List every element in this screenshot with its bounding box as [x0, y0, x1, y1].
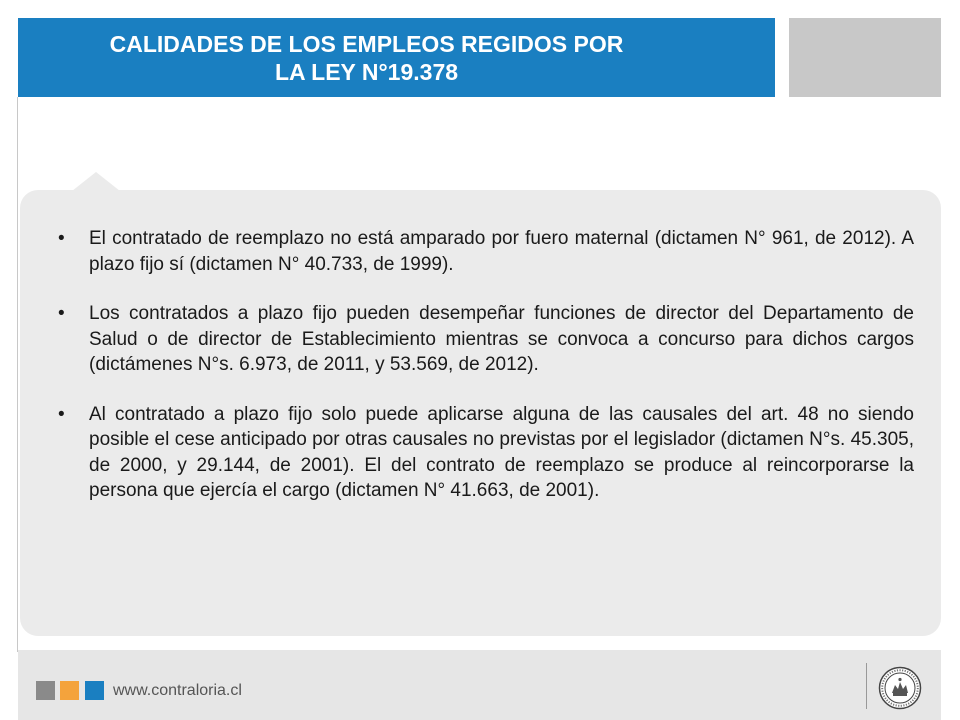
left-divider: [17, 97, 18, 652]
bullet-marker: •: [58, 228, 65, 249]
header-accent-block: [789, 18, 941, 97]
footer-square-orange: [60, 681, 79, 700]
footer-divider: [866, 663, 867, 709]
page-title: [47, 30, 687, 86]
bullet-text: El contratado de reemplazo no está amparado por fuero maternal (dictamen N° 961, de 2012). A plazo fijo sí (dictamen N° 40.733, de 1999).: [89, 228, 914, 275]
bullet-text: Los contratados a plazo fijo pueden desempeñar funciones de director del Departamento de Salud o de director de Establecimiento mientras se convoca a concurso para dichos cargos (dictámenes N°s. 6.973, de 2011, y 53.569, de 2012).: [89, 303, 914, 375]
website-link[interactable]: www.contraloria.cl: [113, 682, 242, 699]
list-item: [58, 301, 914, 378]
bullet-marker: •: [58, 303, 65, 324]
list-item: [58, 226, 914, 277]
title-line-1: CALIDADES DE LOS EMPLEOS REGIDOS POR: [109, 30, 624, 57]
footer-square-blue: [85, 681, 104, 700]
list-item: [58, 402, 914, 504]
footer-square-grey: [36, 681, 55, 700]
bullet-marker: •: [58, 403, 65, 425]
contraloria-seal-icon: [878, 666, 922, 710]
bullet-list: [58, 226, 914, 528]
callout-pointer: [72, 172, 120, 191]
bullet-text: Al contratado a plazo fijo solo puede aplicarse alguna de las causales del art. 48 no siendo posible el cese anticipado por otras causales no previstas por el legislador (dictamen N°s. 45.305, de 2000, y 29.144, de 2001). El del contrato de reemplazo se produce al reincorporarse la persona que ejercía el cargo (dictamen N° 41.663, de 2001).: [89, 403, 914, 501]
title-banner: [18, 18, 775, 97]
title-line-2: LA LEY N°19.378: [274, 58, 459, 85]
